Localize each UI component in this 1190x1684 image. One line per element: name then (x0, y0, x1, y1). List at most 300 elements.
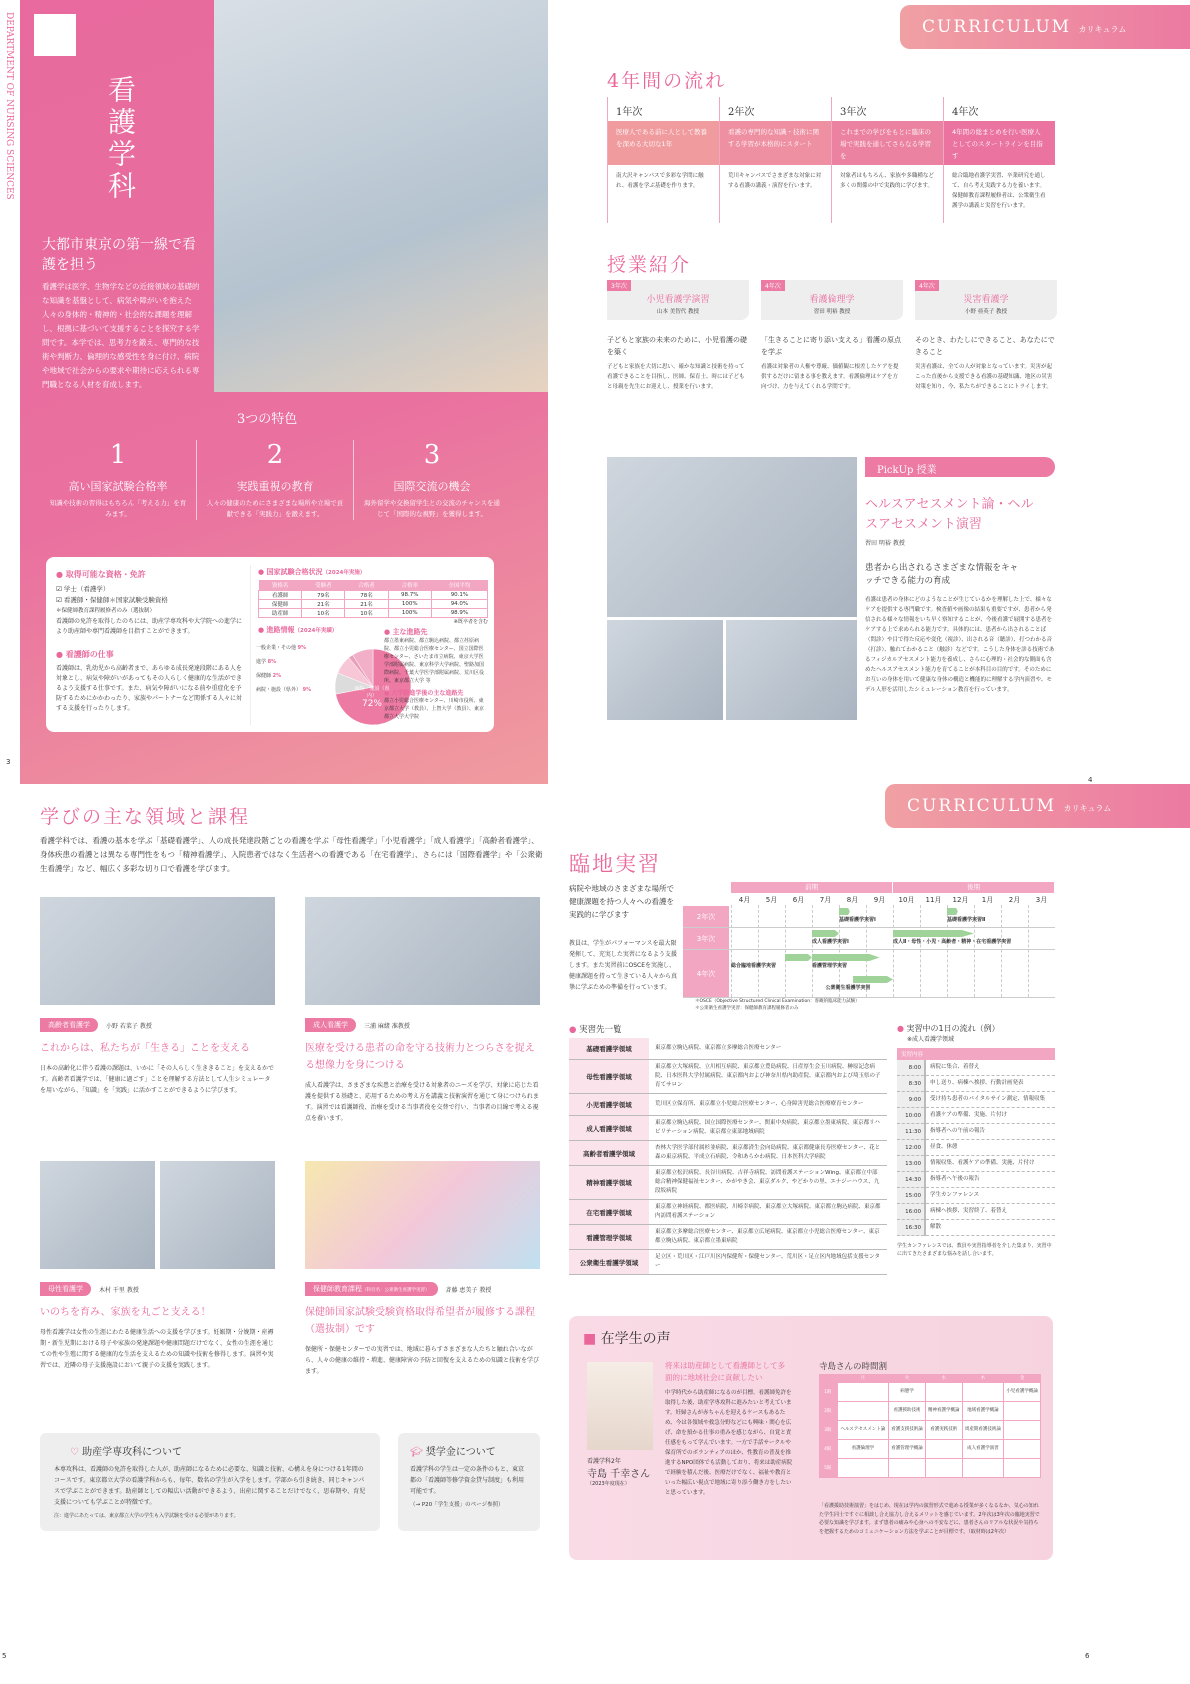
day-activity: 情報収集、看護ケアの準備、実施、片付け (930, 1160, 1035, 1166)
day-time: 8:00 (897, 1060, 925, 1076)
exam-row (259, 609, 488, 618)
pie-main-text: 病院・施設（県内） (354, 686, 390, 699)
area-teacher: 小野 若菜子 教授 (106, 1022, 152, 1030)
row-divider (683, 949, 1055, 950)
grad-title: 大学院進学後の主な進路先 (391, 690, 464, 697)
pie-label: 進学 (256, 659, 267, 665)
site-row (569, 1038, 887, 1060)
site-row (569, 1166, 887, 1200)
site-row (569, 1250, 887, 1275)
year-row-label: 3年次 (683, 928, 729, 949)
page-5 (0, 790, 595, 1684)
feature-number: 1 (109, 440, 127, 470)
dept-vertical: DEPARTMENT OF NURSING SCIENCES (4, 12, 14, 200)
sites-title: ● 実習先一覧 (569, 1025, 622, 1035)
page-number: 3 (6, 758, 11, 766)
site-row (569, 1200, 887, 1225)
area-item (40, 1018, 276, 1096)
timetable-period: 4限 (819, 1440, 837, 1459)
day-time: 9:00 (897, 1092, 925, 1108)
area-teacher: 斉藤 恵美子 教授 (445, 1286, 492, 1294)
curriculum-header (900, 5, 1190, 49)
day-row (897, 1060, 1055, 1076)
day-schedule-table (897, 1048, 1055, 1236)
timetable-row (819, 1383, 1041, 1402)
feature-2 (196, 440, 354, 520)
qr-code-icon[interactable] (34, 14, 76, 56)
lead-text: 看護学は医学、生物学などの近接領域の基礎的な知識を基盤として、病気や障がいを抱えた人々の身体的・精神的・社会的な課題を理解し、根拠に基づいて支援することを探究する学問です。本学では、思考力を鍛え、専門的な技術や判断力、倫理的な感受性を身に付け、病院や地域で社会からの要求や期待に応えられる専門職となる人材を育成します。 (42, 282, 200, 389)
class-card (607, 280, 749, 392)
exam-cell: 100% (388, 600, 431, 609)
day-header-row (897, 1048, 1055, 1060)
practice-bar-label: 公衆衛生看護学実習 (825, 985, 871, 991)
photo-health-assessment-1 (607, 457, 857, 617)
qualifications-text: 看護師の免許を取得したのちには、助産学専攻科や大学院への進学により助産師や専門看護師を目指すことができます。 (56, 618, 243, 635)
year-label: 2年次 (728, 107, 755, 118)
photo-adult-nursing (305, 897, 540, 1005)
class-year-badge: 4年次 (915, 280, 939, 291)
day-activity: 病院に集合、着替え (930, 1064, 980, 1070)
midwife-title-text: 助産学専攻科について (82, 1447, 182, 1458)
public-health-note: ＊公衆衛生看護学実習：保健師教育課程履修者のみ (695, 1006, 799, 1011)
timetable-cell (962, 1383, 1004, 1402)
exam-cell: 98.9% (431, 609, 487, 618)
month-divider (1028, 905, 1029, 997)
day-row (897, 1204, 1055, 1220)
practice-bar (893, 930, 974, 937)
page-number: 6 (1085, 1652, 1090, 1660)
class-card (761, 280, 903, 392)
day-activity: 看護ケアの準備、実施、片付け (930, 1112, 1008, 1118)
exam-cell: 10名 (345, 609, 388, 618)
timetable-cell: 看護援助技術 (889, 1402, 926, 1421)
day-activity: 指導者へ午後の報告 (930, 1176, 980, 1182)
qualification-item: ☑ 看護師・保健師＊国家試験受験資格 (56, 596, 168, 604)
timetable-cell: 周産期看護技術論 (962, 1421, 1004, 1440)
timetable-header (819, 1374, 1041, 1383)
exam-cell: 98.7% (388, 591, 431, 600)
exam-header-cell: 合格率 (388, 580, 431, 591)
feature-title: 実践重視の教育 (236, 480, 314, 493)
photo-public-health (305, 1161, 540, 1269)
photo-health-assessment-2 (607, 620, 723, 720)
student-name: 寺島 千幸さん (587, 1469, 651, 1480)
site-list: 東京都立駒込病院、東京都立多摩総合医療センター (655, 1045, 782, 1051)
timetable-cell (925, 1459, 962, 1478)
pie-label: 保健師 (256, 673, 272, 679)
class-year-badge: 4年次 (761, 280, 785, 291)
page-6 (569, 790, 1190, 1684)
year-text: 総合臨地看護学実習、卒業研究を通して、自ら考え実践する力を養います。保健師教育課程履修者は、公衆衛生看護学の講義と実習を行います。 (952, 173, 1046, 209)
year-label: 4年次 (952, 107, 979, 118)
class-lead: 「生きることに寄り添い支える」看護の原点を学ぶ (761, 336, 901, 356)
scholarship-box (398, 1433, 540, 1531)
student-voice (569, 1316, 1053, 1560)
areas-intro: 看護学科では、看護の基本を学ぶ「基礎看護学」、人の成長発達段階ごとの看護を学ぶ「母性看護学」「小児看護学」「成人看護学」「高齢者看護学」、身体疾患の看護とは異なる専門性をもつ「精神看護学」、入院患者ではなく生活者への看護である「在宅看護学」、さらには「国際看護学」や「公衆衛生看護学」など、幅広く多彩な切り口で看護を学びます。 (40, 836, 543, 873)
month-divider (731, 905, 732, 997)
site-area: 在宅看護学領域 (569, 1200, 649, 1225)
baby-icon: ♡ (70, 1447, 79, 1458)
timetable-period: 2限 (819, 1402, 837, 1421)
day-activity: 昼食、休憩 (930, 1144, 958, 1150)
year-text: 対象者はもちろん、家族や多職種など多くの関係の中で実践的に学びます。 (840, 173, 934, 189)
practice-title: 臨地実習 (569, 852, 661, 876)
timetable-day: 月 (837, 1374, 889, 1383)
area-tag (305, 1282, 438, 1296)
practice-schedule (683, 882, 1055, 997)
month-label: 11月 (925, 896, 942, 904)
exam-cell: 21名 (302, 600, 345, 609)
exam-results: ● 国家試験合格状況（2024年実施） 資格名 受験者 合格者 合格率 全国平均 看護師 79名 78名 98.7% 90.1% 保健師 21名 21名 100% 94.0% 助産師 10名 10名 100% 98.9% ※既卒者を含む (258, 568, 488, 625)
timetable-cell (1004, 1459, 1041, 1478)
exam-cell: 21名 (345, 600, 388, 609)
day-row (897, 1188, 1055, 1204)
day-row (897, 1172, 1055, 1188)
feature-text: 海外留学や交換留学生との交流のチャンスを通じて「国際的な視野」を獲得します。 (363, 499, 501, 518)
areas-title: 学びの主な領域と課程 (40, 806, 251, 828)
day-activity: 指導者への午前の報告 (930, 1128, 986, 1134)
year-headline: 看護の専門的な知識・技術に関する学習が本格的にスタート (720, 121, 831, 165)
site-list: 東京都立多摩総合医療センター、東京都立広尾病院、東京都立小児総合医療センター、東京都立駒込病院、東京都立墨東病院 (655, 1229, 880, 1244)
area-item (40, 1282, 276, 1371)
day-activity: 申し送り、病棟へ挨拶、行動計画発表 (930, 1080, 1024, 1086)
site-area: 母性看護学領域 (569, 1060, 649, 1094)
midwife-text: 本専攻科は、看護師の免許を取得した人が、助産師になるために必要な、知識と技術、心構えを身につける1年間のコースです。東京都立大学の看護学科からも、毎年、数名の学生が入学をします。学部から引き続き、同じキャンパスで学ぶことができます。助産師としての幅広い活動ができるよう、出産に関することだけでなく、思春期や、育児支援についても学ぶことが特徴です。 (54, 1466, 366, 1506)
month-label: 10月 (898, 896, 915, 904)
practice-bar-label: 看護管理学実習 (812, 963, 848, 969)
timetable-period: 1限 (819, 1383, 837, 1402)
pickup-title: ヘルスアセスメント論・ヘルスアセスメント演習 (865, 497, 1034, 532)
exam-cell: 看護師 (259, 591, 302, 600)
pie-value: 2% (272, 673, 282, 679)
sites-table (569, 1038, 887, 1275)
day-activity: 受け持ち患者のバイタルサイン測定、情報収集 (930, 1096, 1046, 1102)
photo-maternal-2 (160, 1161, 275, 1269)
site-list: 東京都立駒込病院、国立国際医療センター、関東中央病院、東京都立墨東病院、東京都リハビリテーション病院、東京都立東部地域病院 (655, 1120, 880, 1135)
lead-title: 大都市東京の第一線で看護を担う (42, 237, 196, 273)
qualifications: ● 取得可能な資格・免許 ☑ 学士（看護学） ☑ 看護師・保健師＊国家試験受験資格 ＊保健師教育課程履修者のみ（選抜制） 看護師の免許を取得したのちには、助産学専攻科や大学院への進学により助産師や専門看護師を目指すことができます。 ● 看護師の仕事 看護師は、乳幼児から高齢者まで、あらゆる成長発達段階にある人を対象とし、病気や障がいがあってもその人らしく健康的な生活ができるよう支援する仕事です。また、病気や障がいになる前や重症化を予防するためにかかわったり、家族やパートナーなど関係する人々に対する支援を行ったりします。 (56, 569, 246, 714)
month-label: 12月 (952, 896, 969, 904)
student-photo (587, 1362, 653, 1450)
practice-bar (853, 976, 894, 983)
day-row (897, 1124, 1055, 1140)
month-label: 4月 (738, 896, 751, 904)
practice-bar-label: 成人看護学実習Ⅰ (812, 939, 849, 945)
day-row (897, 1156, 1055, 1172)
class-lead: 子どもと家族の未来のために、小児看護の礎を築く (607, 336, 747, 356)
timetable-row (819, 1402, 1041, 1421)
timetable-cell: 成人看護学演習 (962, 1440, 1004, 1459)
qualifications-note: ＊保健師教育課程履修者のみ（選抜制） (56, 608, 156, 614)
exam-title: 国家試験合格状況 (266, 568, 323, 576)
area-teacher: 木村 千里 教授 (99, 1286, 139, 1294)
day-row (897, 1076, 1055, 1092)
month-label: 6月 (792, 896, 805, 904)
class-teacher: 山本 美智代 教授 (657, 309, 699, 315)
pickup-text: 看護は患者の身体にどのようなことが生じているかを理解した上で、様々なケアを提供する専門職です。検査値や画像の結果も重要ですが、患者から発信される様々な情報をいち早く察知することが、今後看護で展開する患者をケアする上で求められる能力です。具体的には、患者から出されることば（問診）や目で得た反応や変化（視診）、出される音（聴診）、打つわかる音（打診）、触れてわかること（触診）などです。こうした身体を診る技術であるフィジカルアセスメント能力を養成し、さらに心理的・社会的な側面も含めたヘルスアセスメント能力を育てることが本科目の目的です。そのためにお互いの身体を用いて健康な身体の構造と機能的に理解する学内演習や、モデル人形を活用したシミュレーション教育を行っています。 (865, 597, 1055, 693)
exam-cell: 10名 (302, 609, 345, 618)
area-lead: これからは、私たちが「生きる」ことを支える (40, 1043, 250, 1054)
qualification-label: 看護師・保健師＊国家試験受験資格 (63, 596, 168, 604)
timetable-cell: 看護実践技術 (925, 1421, 962, 1440)
timetable-day: 木 (962, 1374, 1004, 1383)
area-tag-row (305, 1018, 541, 1032)
feature-title: 高い国家試験合格率 (68, 480, 168, 493)
voice-title: ■ 在学生の声 (583, 1331, 671, 1347)
timetable-day: 火 (889, 1374, 926, 1383)
year-headline: これまでの学びをもとに臨床の場で実践を通してさらなる学習を (832, 121, 943, 165)
site-row (569, 1060, 887, 1094)
site-list: 東京都立松沢病院、長谷川病院、吉祥寺病院、訪問看護ステーションWing、東京都立中部総合精神保健福祉センター、かがやき会、東京ダルク、やどかりの里、エナジーハウス、九段坂病院 (655, 1170, 880, 1194)
timetable-cell: 小児看護学概論 (1004, 1383, 1041, 1402)
practice-bar (839, 908, 850, 915)
nurse-job-text: 看護師は、乳幼児から高齢者まで、あらゆる成長発達段階にある人を対象とし、病気や障がいがあってもその人らしく健康的な生活ができるよう支援する仕事です。また、病気や障がいになる前や重症化を予防するためにかかわったり、家族やパートナーなど関係する人々に対する支援を行ったりします。 (56, 665, 242, 712)
year-row-label: 2年次 (683, 906, 729, 927)
month-label: 2月 (1008, 896, 1021, 904)
exam-row (259, 591, 488, 600)
scholarship-title-text: 奨学金について (425, 1447, 496, 1458)
year-headline: 4年間の総まとめを行い医療人としてのスタートラインを目指す (944, 121, 1055, 165)
voice-title-text: 在学生の声 (600, 1331, 671, 1347)
area-tag-row (40, 1282, 276, 1296)
career-title: 進路情報 (266, 626, 295, 634)
month-divider (812, 905, 813, 997)
destinations: ● 主な進路先 都立墨東病院、都立駒込病院、都立荏原病院、都立小児総合医療センター、国立国際医療センター、さいたま市立病院、東京大学医学部附属病院、東京科学大学病院、聖路加国際病院、千葉大学医学部附属病院、荒川区役所、東京都立大学 等 ● 大学院進学後の主な進路先 都立小児総合医療センター、川崎市役所、東京都立大学（教員）、上智大学（教員）、東京都立大学大学院 (384, 627, 488, 721)
flow-year-2 (719, 97, 831, 223)
photo-maternal-1 (40, 1161, 155, 1269)
site-area: 小児看護学領域 (569, 1094, 649, 1116)
page-4 (595, 0, 1190, 784)
area-tag (305, 1018, 356, 1032)
day-title-text: 実習中の1日の流れ（例） (906, 1024, 1000, 1033)
site-row (569, 1116, 887, 1141)
timetable-cell: 病態学 (889, 1383, 926, 1402)
site-area: 高齢者看護学領域 (569, 1141, 649, 1166)
practice-lead: 病院や地域のさまざまな場所で健康課題を持つ人々への看護を実践的に学びます (569, 884, 674, 919)
timetable-title: 寺島さんの時間割 (819, 1362, 888, 1372)
day-time: 8:30 (897, 1076, 925, 1092)
scholarship-text: 看護学科の学生は一定の条件のもと、東京都の「看護師等修学資金貸与制度」も利用可能です。 (410, 1466, 525, 1495)
area-tag (40, 1018, 98, 1032)
features-title: 3つの特色 (237, 412, 298, 427)
area-teacher: 三浦 麻緒 准教授 (364, 1022, 410, 1030)
exam-header-cell: 受験者 (302, 580, 345, 591)
exam-year: （2024年実施） (322, 570, 366, 576)
timetable-note: 「看護援助技術演習」をはじめ、現在は学内の演習形式で進める授業が多くなるなか、気心の知れた学生同士ですぐに相談し合え協力し合えるメリットを感じています。2年次は3年次の臨地実習で必要な知識を学びます。まず患者の痛みや心身への不安などに、患者さんのリアルな状況や気持ちを把握するためのコミュニケーション方法を学ぶことが目標です。（取材時は2年次） (819, 1503, 1040, 1535)
midwife-title (70, 1443, 366, 1458)
pie-value: 9% (302, 687, 312, 693)
timetable-cell (837, 1402, 889, 1421)
month-divider (785, 905, 786, 997)
pie-value: 8% (267, 659, 277, 665)
flow-year-3 (831, 97, 943, 223)
month-label: 3月 (1035, 896, 1048, 904)
timetable-row (819, 1421, 1041, 1440)
site-list: 東京都立大塚病院、立川相互病院、東京都立豊島病院、日産厚生会玉川病院、榊原記念病院、日本医科大学付属病院、東京都内および神奈川県内助産院、東京都内および埼玉県の子育てサロン (655, 1064, 881, 1088)
practice-bar (812, 930, 839, 937)
month-label: 8月 (846, 896, 859, 904)
practice-bar (785, 954, 812, 961)
day-activity: 学生カンファレンス (930, 1192, 980, 1198)
year-text: 荒川キャンパスでさまざまな対象に対する看護の講義・演習を行います。 (728, 173, 822, 189)
classes-title: 授業紹介 (607, 254, 692, 276)
student-name-block (587, 1456, 650, 1487)
site-area: 成人看護学領域 (569, 1116, 649, 1141)
career: ● 進路情報（2024年実績） 一般企業・その他 9% 進学 8% 保健師 2% 病院・施設（県外） 9% 病院・施設（県内） 72% (258, 625, 337, 635)
graduation-cap-icon: 🎓︎ (410, 1447, 423, 1458)
midwife-note: 注：進学にあたっては、東京都立大学の学生も入学試験を受ける必要があります。 (54, 1513, 239, 1519)
timetable-cell (837, 1383, 889, 1402)
grad-text: 都立小児総合医療センター、川崎市役所、東京都立大学（教員）、上智大学（教員）、東京都立大学大学院 (384, 698, 485, 720)
class-header (607, 280, 749, 320)
practice-bar-label: 成人Ⅱ・母性・小児・高齢者・精神・在宅看護学実習 (893, 939, 1012, 945)
year-label: 1年次 (616, 107, 643, 118)
exam-cell: 助産師 (259, 609, 302, 618)
practice-bar (947, 908, 958, 915)
day-header: 実習内容 (897, 1048, 1055, 1060)
row-divider (683, 927, 1055, 928)
exam-header-cell: 資格名 (259, 580, 302, 591)
exam-row (259, 600, 488, 609)
pickup-lead: 患者から出されるさまざまな情報をキャッチできる能力の育成 (865, 563, 1019, 586)
timetable-cell (925, 1440, 962, 1459)
qualification-label: 学士（看護学） (63, 585, 110, 593)
page-title: 看護学科 (104, 75, 137, 203)
site-area: 看護管理学領域 (569, 1225, 649, 1250)
feature-text: 知識や技術の習得はもちろん「考える力」を育みます。 (49, 499, 187, 518)
class-header (761, 280, 903, 320)
day-row (897, 1220, 1055, 1236)
year-row-label: 4年次 (683, 950, 729, 997)
exam-cell: 保健師 (259, 600, 302, 609)
student-name-note: （2023年度現在） (587, 1481, 630, 1487)
class-teacher: 習田 明裕 教授 (813, 309, 851, 315)
practice-bar-label: 基礎看護学実習Ⅰ (839, 917, 876, 923)
feature-title: 国際交流の機会 (393, 480, 471, 493)
class-teacher: 小野 亜英子 教授 (965, 309, 1007, 315)
timetable-row (819, 1440, 1041, 1459)
timetable-day: 水 (925, 1374, 962, 1383)
area-tag-label: 母性看護学 (48, 1285, 83, 1293)
exam-cell: 94.0% (431, 600, 487, 609)
exam-note: ※既卒者を含む (453, 619, 488, 625)
exam-table (258, 580, 488, 618)
timetable-cell (1004, 1402, 1041, 1421)
timetable-row (819, 1459, 1041, 1478)
month-divider (893, 905, 894, 997)
nurse-job-title: 看護師の仕事 (65, 650, 114, 659)
month-label: 9月 (873, 896, 886, 904)
year-headline: 医療人である前に人として教養を深める大切な1年 (608, 121, 719, 165)
flow-year-1 (607, 97, 719, 223)
site-list: 東京都立神経病院、都医病院、川崎幸病院、東京都立大塚病院、東京都立駒込病院、東京都内訪問看護ステーション (655, 1204, 881, 1219)
area-item (305, 1282, 541, 1377)
class-header (915, 280, 1057, 320)
pie-label: 病院・施設（県外） (256, 687, 302, 693)
month-label: 7月 (819, 896, 832, 904)
timetable-cell: 看護倫理学 (837, 1440, 889, 1459)
exam-cell: 90.1% (431, 591, 487, 600)
area-lead: 保健師国家試験受験資格取得希望者が履修する課程（選抜制）です (305, 1307, 535, 1335)
osce-note: ＊OSCE（Objective Structured Clinical Examination：客観的臨床能力試験） (695, 999, 860, 1004)
qualification-item: ☑ 学士（看護学） (56, 585, 110, 593)
site-list: 足立区・荒川区・江戸川区内保健所・保健センター、荒川区・足立区内地域包括支援センター (655, 1254, 880, 1269)
pickup-badge: PickUp 授業 (865, 457, 1055, 477)
feature-3 (354, 440, 510, 520)
area-text: 成人看護学は、さまざまな疾患と治療を受ける対象者のニーズを学び、対象に応じた看護を提供する基礎と、応用するための考え方を講義と技術演習を通じて身につけられます。演習では看護師役、治療を受ける当事者役を交替で行い、当事者の目線で考える視点を養います。 (305, 1082, 539, 1122)
site-row (569, 1225, 887, 1250)
area-lead: いのちを育み、家族を丸ごと支える！ (40, 1307, 211, 1318)
voice-text: 中学時代から助産師になるのが目標。看護師免許を取得した後、助産学専攻科に進みたいと考えています。妊婦さんが赤ちゃんを迎えるケースもあるため、今は各領域や救急分野などにも興味・関心を広げ、命を預かる仕事の重みを感じながら、自覚と責任感をもって学んでいます。一方で手話サークルや保育所でのボランティアのほか、性教育の普及を推進するNPO団体でも活動しており、将来は助産病院で経験を積んだ後、医療だけでなく、福祉や教育といった幅広い視点で地域に寄り添う働き方をしたいと思っています。 (665, 1390, 793, 1496)
career-side-labels (256, 641, 316, 697)
class-name: 災害看護学 (963, 295, 1009, 305)
class-card (915, 280, 1057, 392)
voice-lead: 将来は助産師として看護師として多面的に地域社会に貢献したい (665, 1361, 785, 1382)
day-time: 12:00 (897, 1140, 925, 1156)
day-row (897, 1108, 1055, 1124)
area-tag-label: 高齢者看護学 (48, 1021, 90, 1029)
site-list: 荒川区立保育所、東京都立小児総合医療センター、心身障害児総合医療療育センター (655, 1101, 864, 1107)
feature-text: 人々の健康のためにさまざまな場所や立場で貢献できる「実践力」を鍛えます。 (206, 499, 344, 518)
photo-elderly-care (40, 897, 275, 1005)
curriculum-header (885, 784, 1190, 828)
page-number: 5 (2, 1652, 7, 1660)
class-text: 看護は対象者の人権や尊厳、価値観に根差したケアを提供するだけに留まる事を教えます。看護倫理はケアを方向づけ、力を与えてくれる学問です。 (761, 364, 899, 390)
year-label: 3年次 (840, 107, 867, 118)
timetable-cell: 精神看護学概論 (925, 1402, 962, 1421)
flow-title: 4年間の流れ (607, 70, 727, 92)
area-lead: 医療を受ける患者の命を守る技術力とつらさを捉える想像力を身につける (305, 1043, 535, 1071)
month-divider (758, 905, 759, 997)
pie-value: 9% (297, 645, 307, 651)
month-label: 1月 (981, 896, 994, 904)
month-label: 5月 (765, 896, 778, 904)
flow-years (607, 97, 1055, 223)
curriculum-label: CURRICULUM (922, 17, 1072, 37)
page-number: 4 (1088, 776, 1093, 784)
scholarship-link[interactable]: （→ P20「学生支援」のページ参照） (410, 1502, 504, 1508)
day-time: 16:00 (897, 1204, 925, 1220)
day-time: 15:00 (897, 1188, 925, 1204)
curriculum-sub: カリキュラム (1078, 25, 1127, 34)
timetable-cell (962, 1459, 1004, 1478)
exam-header-cell: 合格者 (345, 580, 388, 591)
area-tag-label: 成人看護学 (313, 1021, 348, 1029)
pie-label: 一般企業・その他 (256, 645, 297, 651)
class-text: 災害看護は、全ての人が対象となっています。災害が起こった直後から支援できる看護の基礎知識、地区の災害対策を知り、今、私たちができることにトライします。 (915, 364, 1053, 390)
day-title: ● 実習中の1日の流れ（例） ※成人看護学領域 (897, 1024, 1000, 1043)
day-time: 14:30 (897, 1172, 925, 1188)
term-cell: 後期 (893, 882, 1055, 893)
timetable-cell (889, 1459, 926, 1478)
scholarship-title (410, 1443, 528, 1458)
area-text: 日本の高齢化に伴う看護の課題は、いかに「その人らしく生ききること」を支えるかです。高齢者看護学では、「健康に過ごす」ことを理解する方法として人生シミュレータを用いながら、「知識」を「実践」に活かすことができるように学びます。 (40, 1065, 275, 1094)
practice-notes (695, 998, 860, 1012)
area-tag-row (40, 1018, 276, 1032)
term-row (731, 882, 1055, 893)
pickup-teacher: 習田 明裕 教授 (865, 540, 905, 547)
day-time: 13:00 (897, 1156, 925, 1172)
month-divider (920, 905, 921, 997)
curriculum-sub: カリキュラム (1063, 804, 1112, 813)
class-name: 看護倫理学 (809, 295, 855, 305)
timetable-period: 5限 (819, 1459, 837, 1478)
site-list: 杏林大学医学部付属杉並病院、東京都済生会向島病院、東京都健康長寿医療センター、花と森の東京病院、平成立石病院、令和あらかわ病院、日本医科大学病院 (655, 1145, 881, 1160)
page-3 (0, 0, 548, 784)
exam-header-row (259, 580, 488, 591)
timetable-cell: 地域看護学概論 (962, 1402, 1004, 1421)
feature-number: 3 (423, 440, 441, 470)
